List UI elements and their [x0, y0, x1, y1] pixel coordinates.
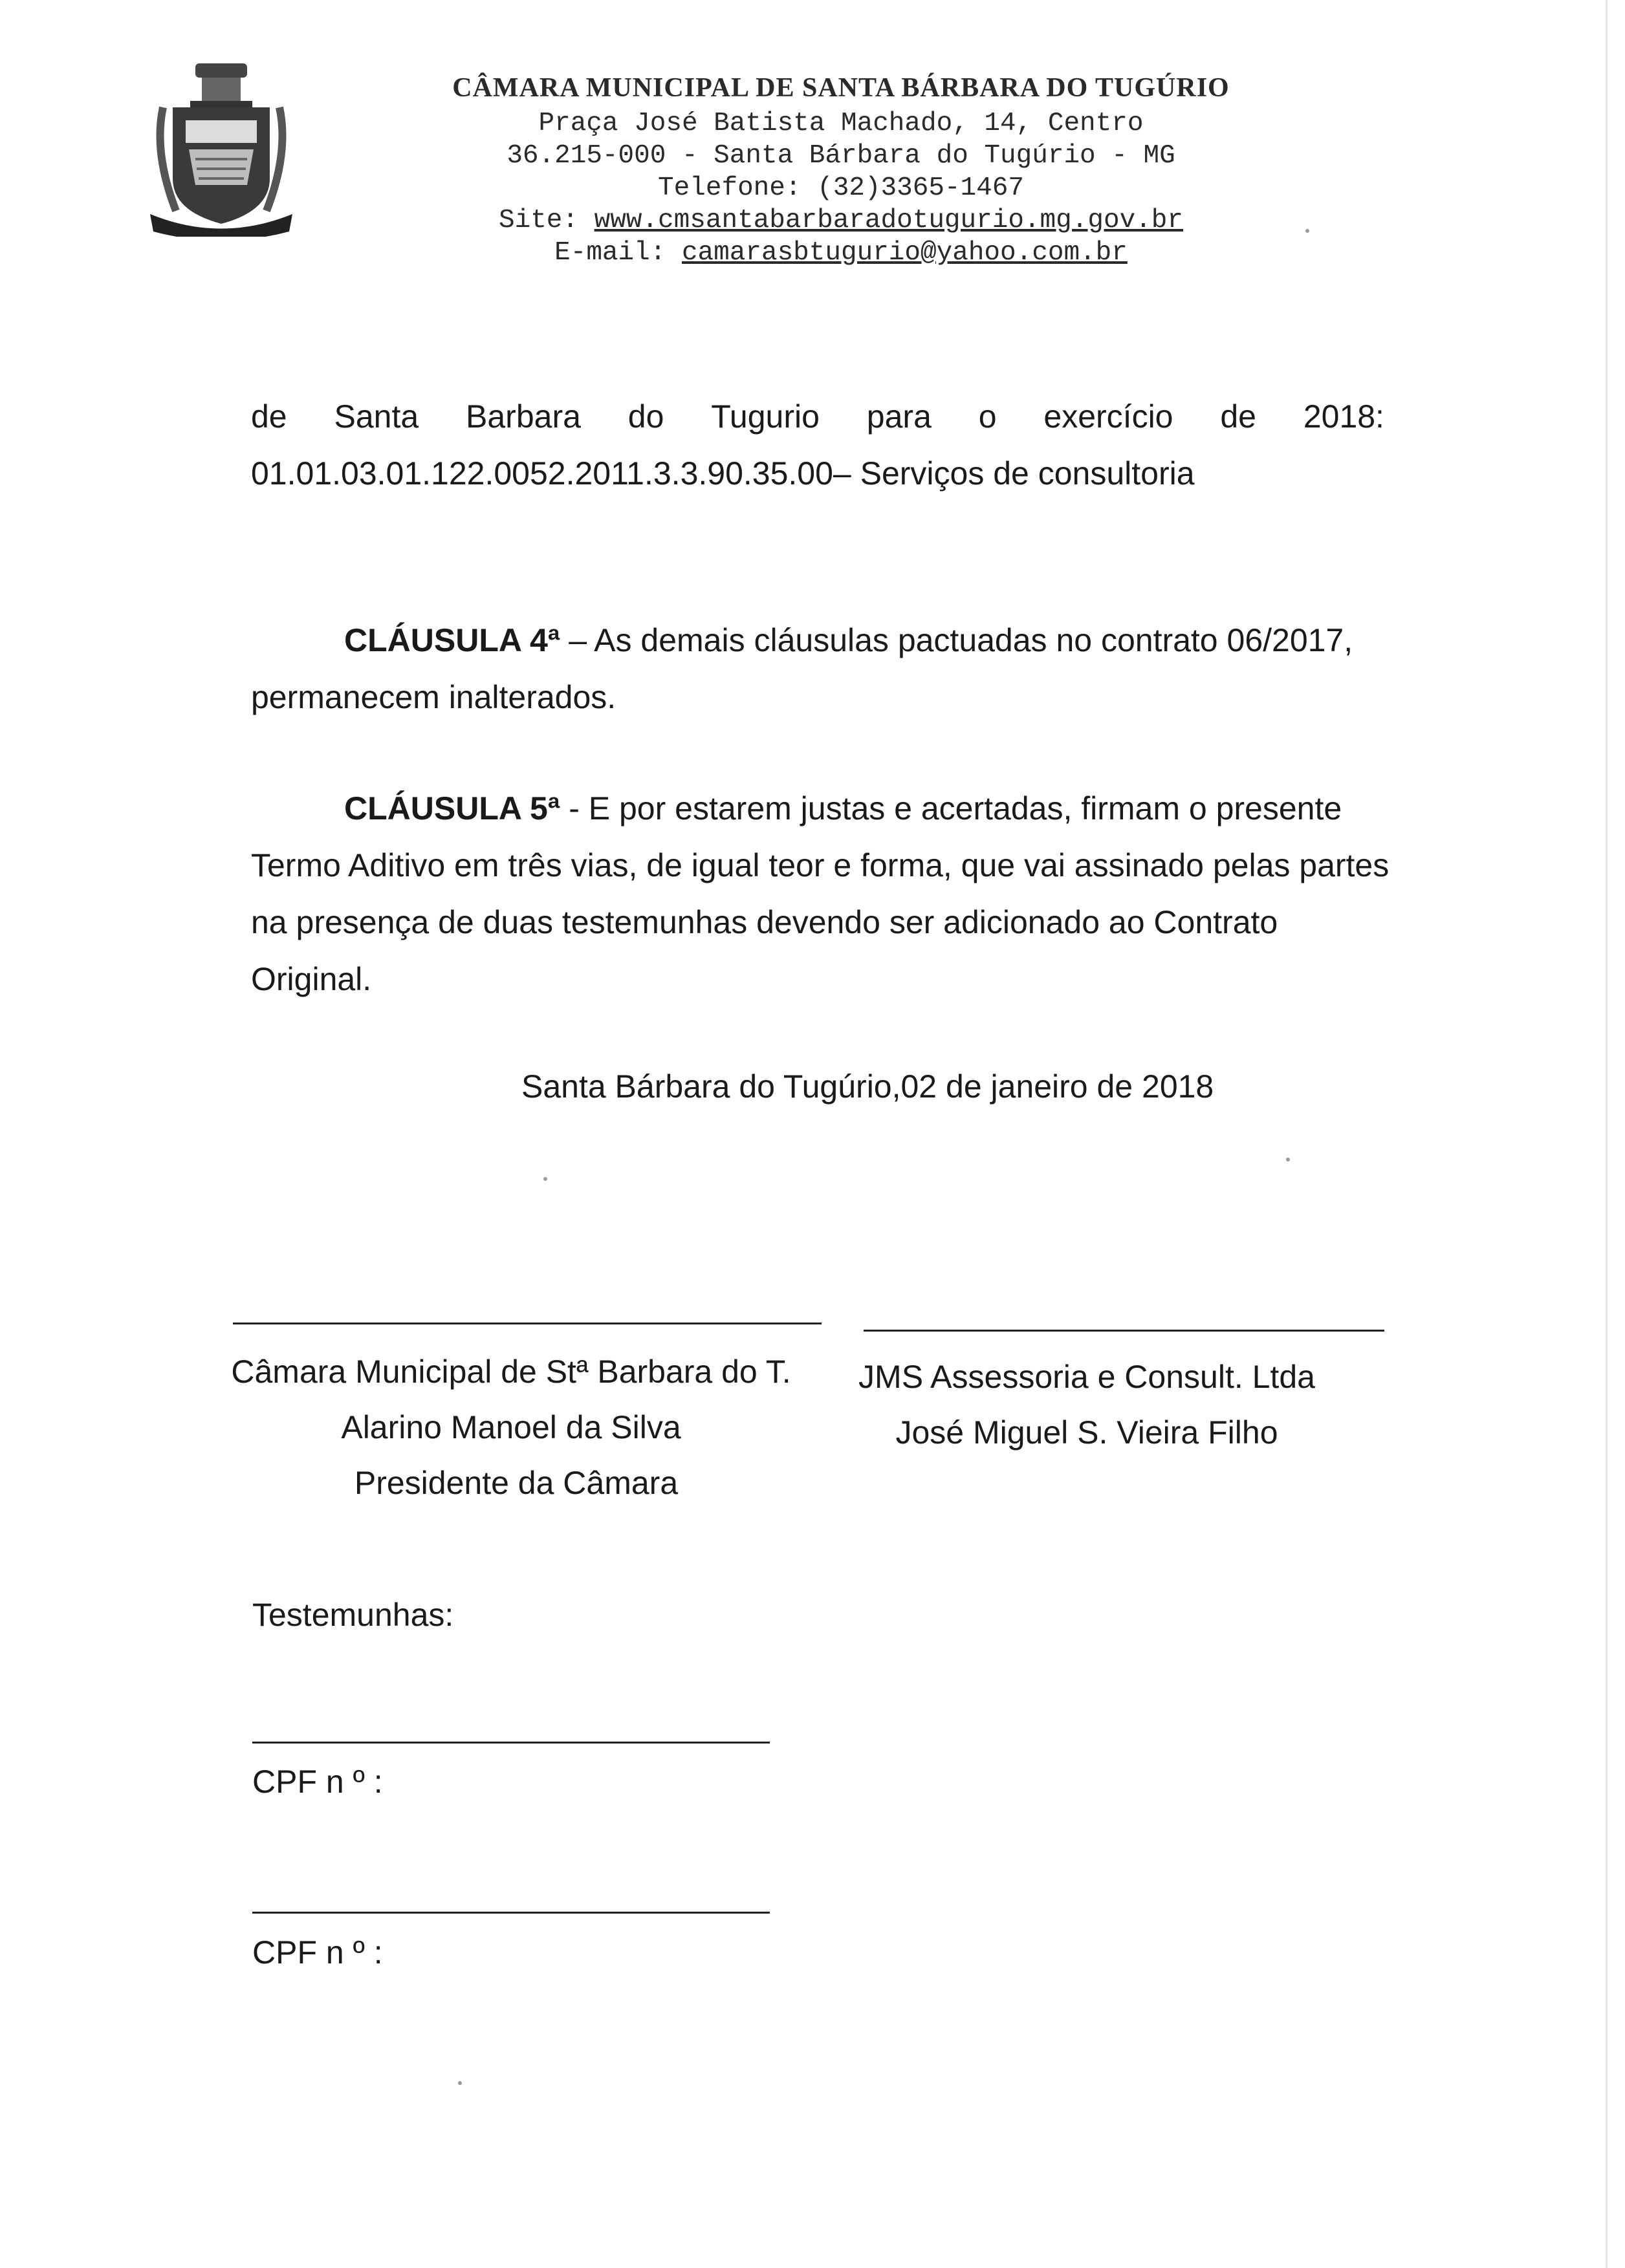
site-label: Site:	[499, 206, 579, 235]
witness-cpf-1: CPF n º :	[252, 1764, 383, 1800]
scan-speck	[1286, 1158, 1290, 1161]
scan-speck	[458, 2081, 462, 2085]
org-address: Praça José Batista Machado, 14, Centro	[538, 109, 1144, 138]
continuation-paragraph	[251, 388, 1384, 502]
org-phone: Telefone: (32)3365-1467	[658, 173, 1024, 203]
witness-line-1	[252, 1742, 770, 1744]
signatory-role-left: Presidente da Câmara	[354, 1465, 679, 1501]
email-link[interactable]: camarasbtugurio@yahoo.com.br	[681, 238, 1128, 268]
clause-5-line-3: na presença de duas testemunhas devendo ser adicionado ao Contrato	[251, 904, 1278, 940]
clause-4	[251, 612, 1390, 726]
org-email	[388, 237, 1294, 269]
witness-cpf-2: CPF n º :	[252, 1934, 383, 1971]
coat-of-arms-icon	[150, 62, 292, 237]
signature-block-left	[226, 1344, 796, 1511]
signatory-entity-right: JMS Assessoria e Consult. Ltda	[858, 1359, 1315, 1395]
scan-edge	[1606, 0, 1608, 2268]
scan-speck	[1305, 229, 1309, 233]
witness-line-2	[252, 1912, 770, 1914]
org-site	[388, 204, 1294, 237]
signature-line-left	[233, 1323, 822, 1324]
continuation-line: de Santa Barbara do Tugurio para o exercício de 2018:	[251, 398, 1384, 435]
signature-block-right	[834, 1349, 1339, 1460]
clause-5-text: - E por estarem justas e acertadas, firmam o presente	[560, 790, 1342, 826]
org-city: 36.215-000 - Santa Bárbara do Tugúrio - MG	[507, 141, 1175, 171]
witnesses-label: Testemunhas:	[252, 1597, 454, 1633]
clause-4-text: – As demais cláusulas pactuadas no contrato 06/2017,	[560, 622, 1353, 658]
signatory-name-right: José Miguel S. Vieira Filho	[895, 1414, 1278, 1451]
email-label: E-mail:	[554, 238, 666, 268]
letterhead	[388, 72, 1294, 269]
clause-4-title: CLÁUSULA 4ª	[344, 622, 560, 658]
scan-speck	[543, 1177, 547, 1181]
site-link[interactable]: www.cmsantabarbaradotugurio.mg.gov.br	[594, 206, 1183, 235]
org-name: CÂMARA MUNICIPAL DE SANTA BÁRBARA DO TUGÚRIO	[452, 73, 1230, 103]
clause-5	[251, 780, 1390, 1008]
clause-4-line-2: permanecem inalterados.	[251, 679, 616, 715]
clause-5-title: CLÁUSULA 5ª	[344, 790, 560, 826]
signatory-entity-left: Câmara Municipal de Stª Barbara do T.	[231, 1354, 791, 1390]
date-line: Santa Bárbara do Tugúrio,02 de janeiro de 2018	[521, 1068, 1214, 1105]
budget-line: 01.01.03.01.122.0052.2011.3.3.90.35.00– Serviços de consultoria	[251, 455, 1195, 491]
clause-5-line-2: Termo Aditivo em três vias, de igual teor e forma, que vai assinado pelas partes	[251, 847, 1390, 883]
clause-5-line-4: Original.	[251, 961, 372, 997]
signatory-name-left: Alarino Manoel da Silva	[341, 1409, 681, 1445]
signature-line-right	[864, 1330, 1384, 1332]
